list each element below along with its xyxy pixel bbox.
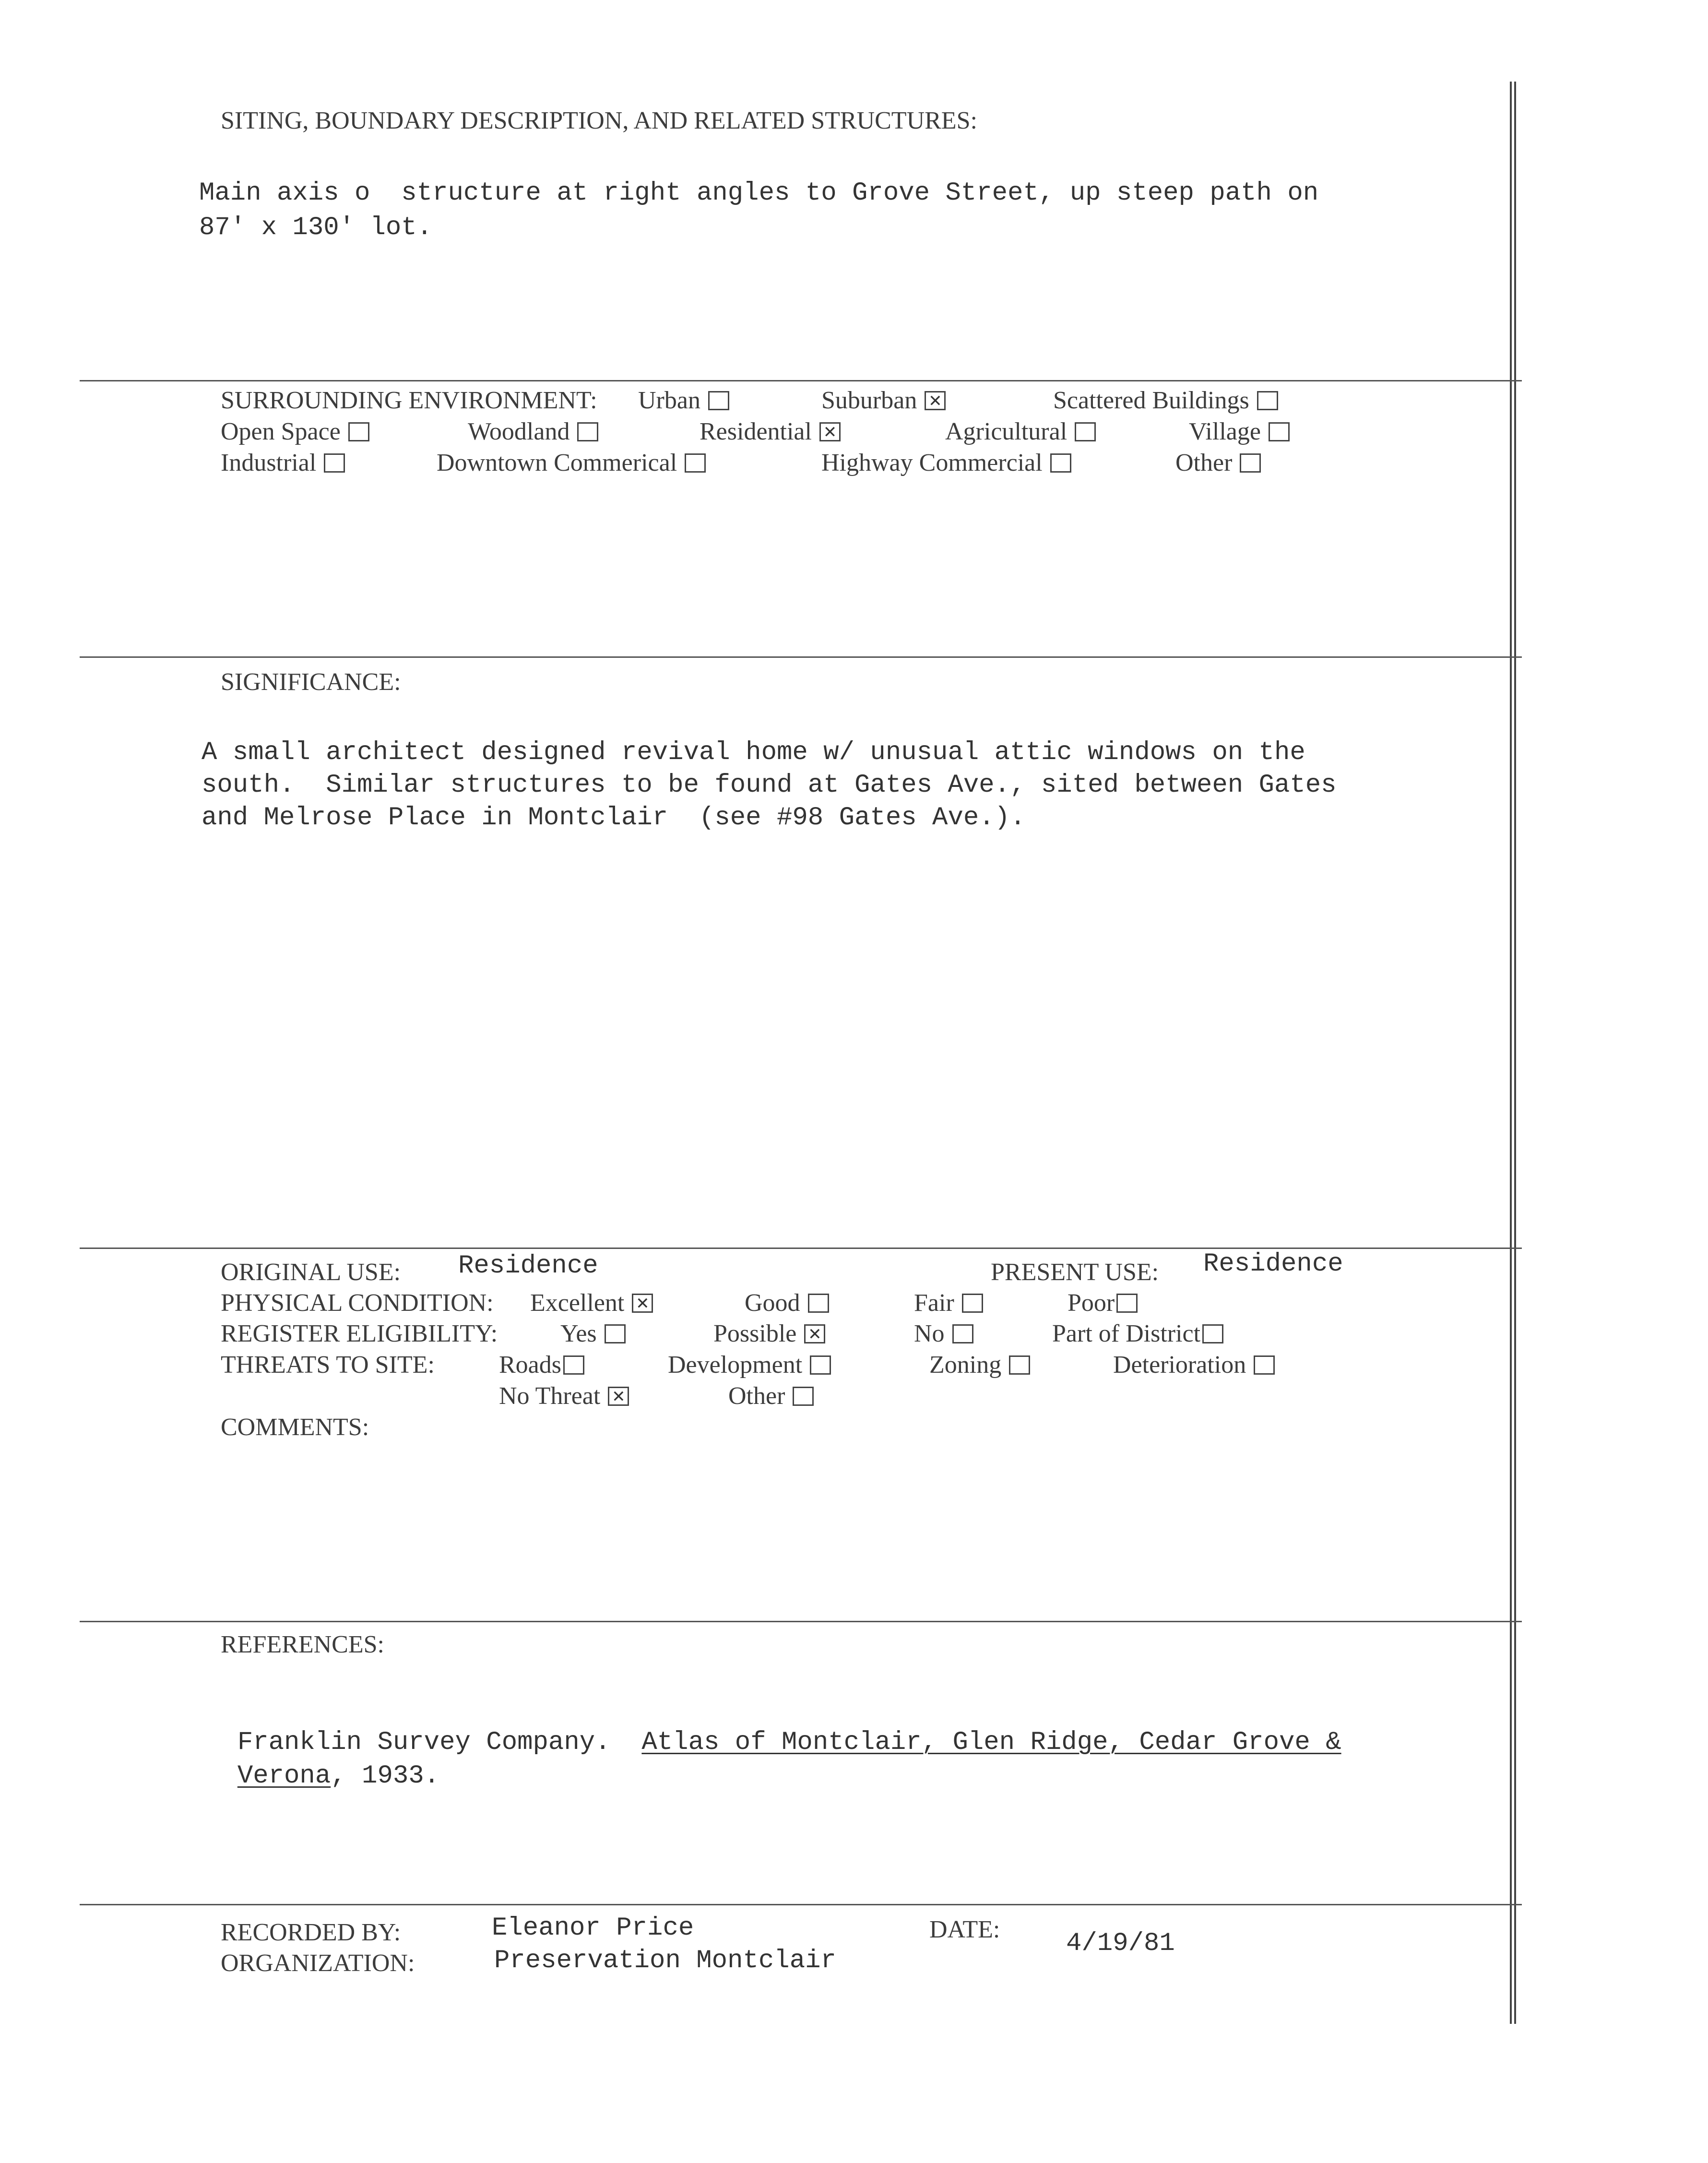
condition-option-poor[interactable] <box>1068 1289 1138 1317</box>
option-label: Development <box>668 1351 803 1379</box>
significance-heading: SIGNIFICANCE: <box>221 668 401 696</box>
eligibility-option-possible[interactable] <box>713 1319 825 1348</box>
register-eligibility-label: REGISTER ELIGIBILITY: <box>221 1320 498 1347</box>
siting-line-1: Main axis o structure at right angles to Grove Street, up steep path on <box>199 178 1319 208</box>
reference-year: , 1933. <box>331 1761 440 1791</box>
organization-label: ORGANIZATION: <box>221 1949 415 1977</box>
env-option-residential[interactable] <box>700 417 841 446</box>
checkbox-urban[interactable] <box>708 391 729 410</box>
env-option-other[interactable] <box>1175 449 1261 477</box>
checkbox-threat-other[interactable] <box>793 1387 814 1406</box>
option-label: Possible <box>713 1320 797 1347</box>
checkbox-agricultural[interactable] <box>1075 422 1096 441</box>
option-label: Woodland <box>468 418 570 445</box>
checkbox-roads[interactable] <box>563 1355 584 1375</box>
eligibility-option-no[interactable] <box>914 1319 973 1348</box>
condition-option-fair[interactable] <box>914 1289 983 1317</box>
checkbox-woodland[interactable] <box>577 422 598 441</box>
option-label: Poor <box>1068 1289 1115 1317</box>
checkbox-residential[interactable] <box>819 422 841 441</box>
env-option-scattered-buildings[interactable] <box>1053 386 1278 415</box>
checkbox-highway-commercial[interactable] <box>1050 453 1071 473</box>
env-option-urban[interactable] <box>638 386 729 415</box>
option-label: Scattered Buildings <box>1053 387 1249 414</box>
checkbox-zoning[interactable] <box>1009 1355 1030 1375</box>
option-label: Good <box>745 1289 800 1317</box>
option-label: Yes <box>560 1320 597 1347</box>
checkbox-scattered-buildings[interactable] <box>1257 391 1278 410</box>
checkbox-village[interactable] <box>1269 422 1290 441</box>
date-label: DATE: <box>929 1916 1000 1943</box>
threat-option-development[interactable] <box>668 1351 831 1379</box>
divider-footer <box>80 1904 1522 1905</box>
env-option-village[interactable] <box>1189 417 1290 446</box>
condition-option-good[interactable] <box>745 1289 829 1317</box>
references-heading: REFERENCES: <box>221 1631 384 1658</box>
option-label: Downtown Commerical <box>437 449 677 476</box>
checkbox-development[interactable] <box>810 1355 831 1375</box>
significance-line-1: A small architect designed revival home w/ unusual attic windows on the <box>202 738 1305 767</box>
threat-option-no-threat[interactable] <box>499 1382 629 1410</box>
divider-use <box>80 1248 1522 1249</box>
siting-line-2: 87' x 130' lot. <box>199 213 433 242</box>
option-label: Highway Commercial <box>821 449 1043 476</box>
reference-title-part-1: Atlas of Montclair, Glen Ridge, Cedar Grove & <box>641 1728 1341 1757</box>
option-label: Other <box>728 1382 785 1410</box>
checkbox-excellent[interactable] <box>632 1294 653 1313</box>
option-label: Residential <box>700 418 812 445</box>
option-label: Open Space <box>221 418 341 445</box>
divider-environment <box>80 380 1522 381</box>
option-label: Urban <box>638 387 700 414</box>
env-option-open-space[interactable] <box>221 417 369 446</box>
option-label: Excellent <box>530 1289 625 1317</box>
threat-option-other[interactable] <box>728 1382 814 1410</box>
threat-option-deterioration[interactable] <box>1113 1351 1275 1379</box>
option-label: Agricultural <box>945 418 1068 445</box>
threat-option-zoning[interactable] <box>929 1351 1030 1379</box>
right-border-line-inner <box>1514 82 1516 2024</box>
checkbox-part-of-district[interactable] <box>1202 1324 1223 1343</box>
divider-significance <box>80 656 1522 658</box>
checkbox-suburban[interactable] <box>925 391 946 410</box>
threat-option-roads[interactable] <box>499 1351 584 1379</box>
checkbox-deterioration[interactable] <box>1254 1355 1275 1375</box>
checkbox-open-space[interactable] <box>348 422 369 441</box>
checkbox-yes[interactable] <box>605 1324 626 1343</box>
env-option-woodland[interactable] <box>468 417 598 446</box>
siting-heading: SITING, BOUNDARY DESCRIPTION, AND RELATED STRUCTURES: <box>221 107 977 134</box>
env-option-highway-commercial[interactable] <box>821 449 1071 477</box>
env-option-downtown-commerical[interactable] <box>437 449 706 477</box>
checkbox-fair[interactable] <box>962 1294 983 1313</box>
reference-line-2 <box>206 1732 439 1791</box>
environment-heading: SURROUNDING ENVIRONMENT: <box>221 387 597 414</box>
recorded-by-label: RECORDED BY: <box>221 1919 401 1946</box>
option-label: Part of District <box>1052 1320 1201 1347</box>
physical-condition-label: PHYSICAL CONDITION: <box>221 1289 494 1317</box>
comments-label: COMMENTS: <box>221 1414 369 1441</box>
condition-option-excellent[interactable] <box>530 1289 653 1317</box>
checkbox-no[interactable] <box>952 1324 973 1343</box>
checkbox-good[interactable] <box>808 1294 829 1313</box>
checkbox-possible[interactable] <box>804 1324 825 1343</box>
checkbox-downtown-commerical[interactable] <box>685 453 706 473</box>
env-option-agricultural[interactable] <box>945 417 1096 446</box>
option-label: No <box>914 1320 945 1347</box>
recorded-by-value: Eleanor Price <box>492 1913 694 1943</box>
checkbox-industrial[interactable] <box>324 453 345 473</box>
option-label: No Threat <box>499 1382 601 1410</box>
checkbox-no-threat[interactable] <box>608 1387 629 1406</box>
option-label: Industrial <box>221 449 317 476</box>
option-label: Village <box>1189 418 1261 445</box>
option-label: Other <box>1175 449 1233 476</box>
option-label: Suburban <box>821 387 917 414</box>
present-use-value: Residence <box>1203 1249 1343 1279</box>
env-option-suburban[interactable] <box>821 386 946 415</box>
present-use-label: PRESENT USE: <box>991 1259 1159 1286</box>
reference-title-part-2: Verona <box>237 1761 331 1791</box>
eligibility-option-part-of-district[interactable] <box>1052 1319 1223 1348</box>
divider-references <box>80 1621 1522 1622</box>
checkbox-other[interactable] <box>1240 453 1261 473</box>
organization-value: Preservation Montclair <box>494 1946 836 1975</box>
threats-label: THREATS TO SITE: <box>221 1351 435 1379</box>
env-option-industrial[interactable] <box>221 449 345 477</box>
date-value: 4/19/81 <box>1066 1929 1175 1958</box>
significance-line-3: and Melrose Place in Montclair (see #98 Gates Ave.). <box>202 803 1026 832</box>
original-use-label: ORIGINAL USE: <box>221 1259 401 1286</box>
option-label: Deterioration <box>1113 1351 1246 1379</box>
original-use-value: Residence <box>458 1251 598 1281</box>
option-label: Roads <box>499 1351 561 1379</box>
eligibility-option-yes[interactable] <box>560 1319 626 1348</box>
checkbox-poor[interactable] <box>1116 1294 1138 1313</box>
option-label: Fair <box>914 1289 954 1317</box>
reference-author: Franklin Survey Company. <box>237 1728 642 1757</box>
option-label: Zoning <box>929 1351 1002 1379</box>
right-border-line-outer <box>1510 82 1512 2024</box>
significance-line-2: south. Similar structures to be found at Gates Ave., sited between Gates <box>202 771 1337 800</box>
